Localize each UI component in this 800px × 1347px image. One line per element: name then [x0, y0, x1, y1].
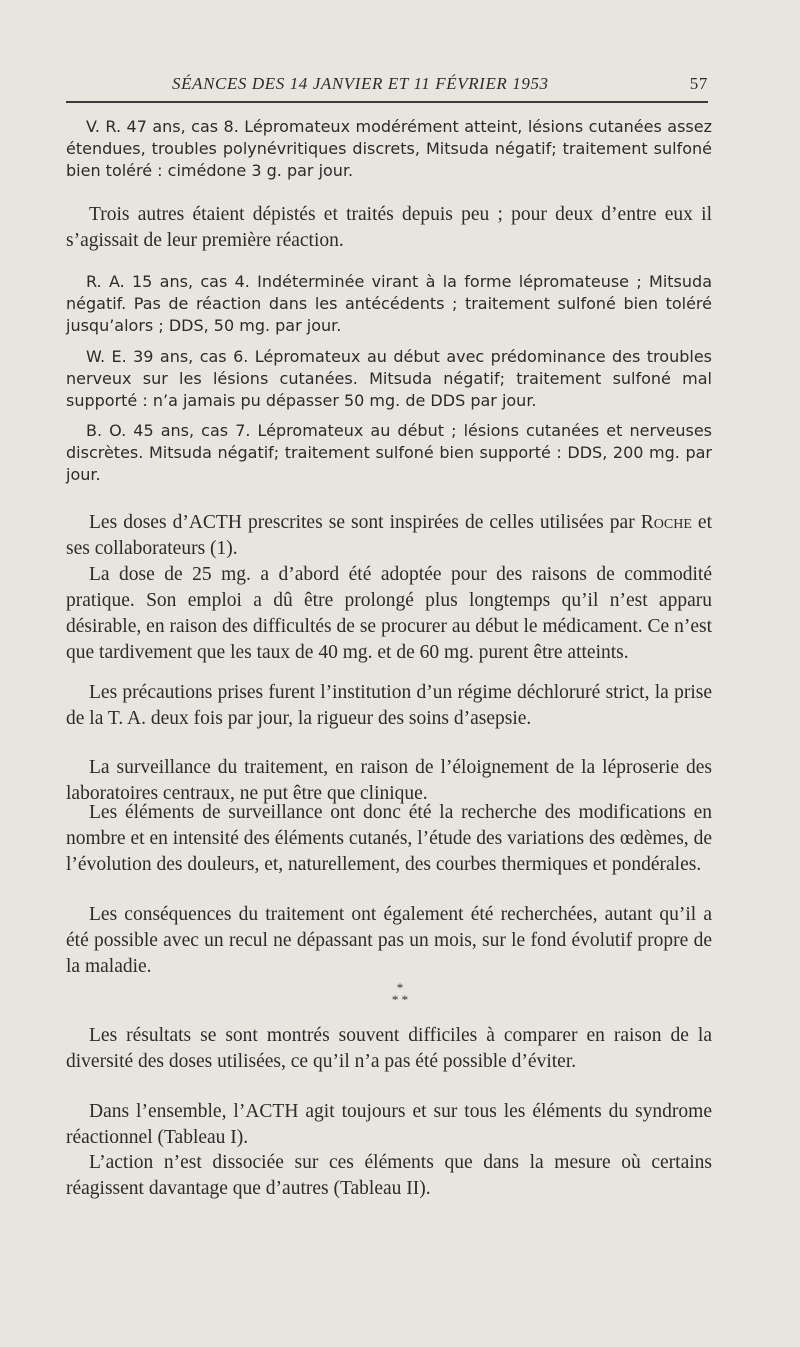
doses-text-end: et ses collaborateurs (1). [66, 512, 712, 559]
intro-recent-cases: Trois autres étaient dépistés et traités depuis peu ; pour deux d’entre eux il s’agissait de leur première réaction. [66, 204, 712, 251]
paragraph-doses [66, 510, 712, 562]
header-rule [66, 101, 708, 103]
author-name-roche: Roche [640, 512, 692, 533]
page-number: 57 [689, 74, 708, 93]
case-bo: B. O. 45 ans, cas 7. Lépromateux au début ; lésions cutanées et nerveuses discrètes. Mitsuda négatif; traitement sulfoné bien supporté : DDS, 200 mg. par jour. [66, 421, 712, 484]
paragraph-precautions: Les précautions prises furent l’institution d’un régime déchloruré strict, la prise de la T. A. deux fois par jour, la rigueur des soins d’asepsie. [66, 682, 712, 729]
section-asterism [0, 982, 800, 1006]
paragraph-acth-overall: Dans l’ensemble, l’ACTH agit toujours et sur tous les éléments du syndrome réactionnel (Tableau I). [66, 1101, 712, 1148]
header-title: SÉANCES DES 14 JANVIER ET 11 FÉVRIER 1953 [172, 74, 549, 93]
case-vr: V. R. 47 ans, cas 8. Lépromateux modérément atteint, lésions cutanées assez étendues, troubles polynévritiques discrets, Mitsuda négatif; traitement sulfoné bien toléré : cimédone 3 g. par jour. [66, 117, 712, 180]
paragraph-surveillance: La surveillance du traitement, en raison de l’éloignement de la léproserie des laboratoires centraux, ne put être que clinique. [66, 757, 712, 804]
case-we: W. E. 39 ans, cas 6. Lépromateux au début avec prédominance des troubles nerveux sur les lésions cutanées. Mitsuda négatif; traitement sulfoné mal supporté : n’a jamais pu dépasser 50 mg. de DDS par jour. [66, 347, 712, 410]
doses-text-start: Les doses d’ACTH prescrites se sont inspirées de celles utilisées par [89, 512, 641, 533]
paragraph-results: Les résultats se sont montrés souvent difficiles à comparer en raison de la diversité des doses utilisées, ce qu’il n’a pas été possible d’éviter. [66, 1025, 712, 1072]
asterism-top: * [396, 980, 404, 995]
paragraph-surveillance-elements: Les éléments de surveillance ont donc été la recherche des modifications en nombre et en intensité des éléments cutanés, l’étude des variations des œdèmes, de l’évolution des douleurs, et, naturellement, des courbes thermiques et pondérales. [66, 802, 712, 875]
asterism-bottom: * * [391, 992, 409, 1007]
paragraph-dosage-25mg: La dose de 25 mg. a d’abord été adoptée pour des raisons de commodité pratique. Son emploi a dû être prolongé plus longtemps qu’il n’est apparu désirable, en raison des difficultés de se procurer au début le médicament. Ce n’est que tardivement que les taux de 40 mg. et de 60 mg. purent être atteints. [66, 564, 712, 663]
paragraph-dissociated-action: L’action n’est dissociée sur ces éléments que dans la mesure où certains réagissent davantage que d’autres (Tableau II). [66, 1152, 712, 1199]
running-header [62, 74, 712, 98]
case-ra: R. A. 15 ans, cas 4. Indéterminée virant à la forme lépromateuse ; Mitsuda négatif. Pas de réaction dans les antécédents ; traitement sulfoné bien toléré jusqu’alors ; DDS, 50 mg. par jour. [66, 272, 712, 335]
paragraph-consequences: Les conséquences du traitement ont également été recherchées, autant qu’il a été possible avec un recul ne dépassant pas un mois, sur le fond évolutif propre de la maladie. [66, 904, 712, 977]
